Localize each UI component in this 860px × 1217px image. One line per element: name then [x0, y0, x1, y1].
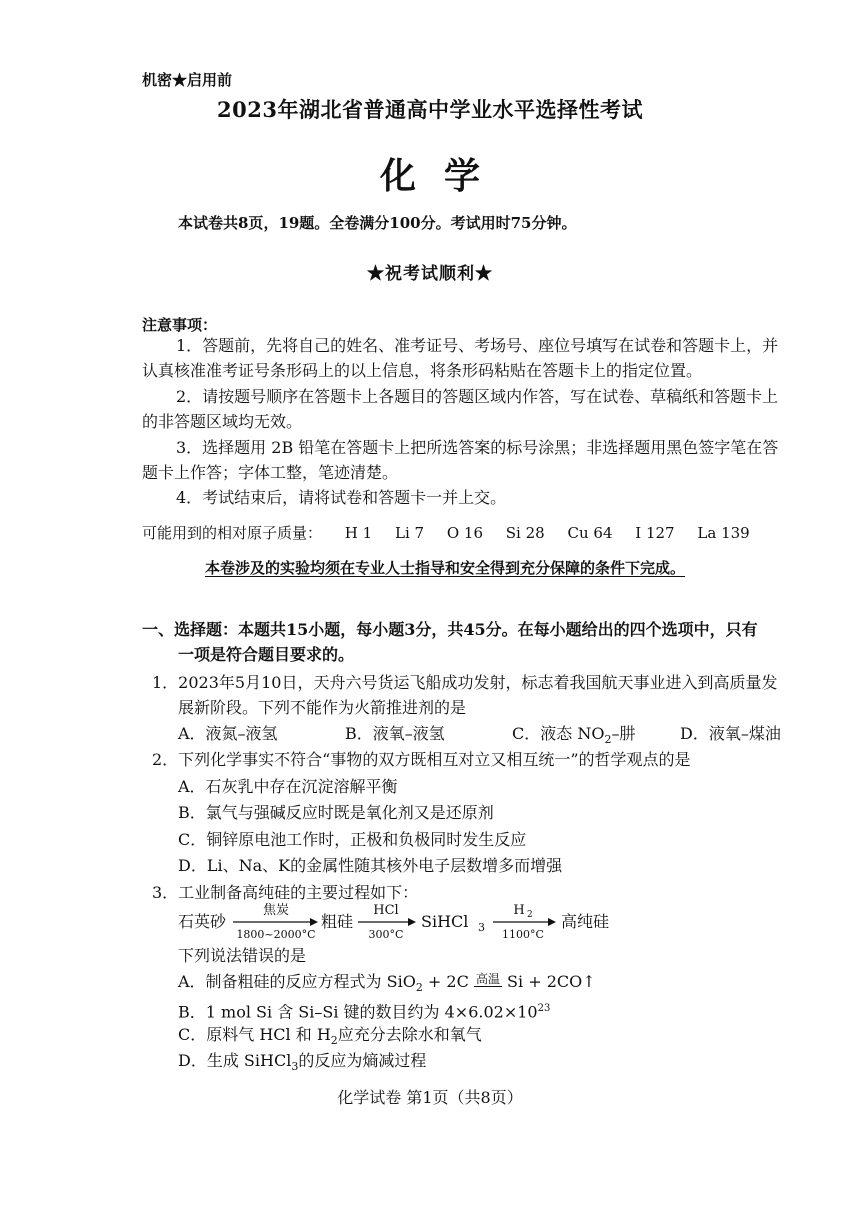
- scheme-arrow-3-top-sub: 2: [527, 910, 533, 920]
- scheme-arrow-3-bottom: 1100°C: [502, 928, 544, 941]
- scheme-arrow-2-head: [408, 918, 416, 926]
- atomic-mass: O 16: [446, 524, 483, 542]
- notice-title: 注意事项：: [142, 316, 218, 334]
- scheme-arrow-2-bottom: 300°C: [368, 928, 404, 941]
- q1-option-b: B．液氧–液氢: [345, 724, 445, 743]
- scheme-arrow-1-bottom: 1800~2000°C: [236, 928, 316, 941]
- scheme-end: 高纯硅: [561, 912, 610, 931]
- scheme-mid-1: 粗硅: [321, 912, 354, 931]
- atomic-mass: Si 28: [505, 524, 545, 542]
- question-1-stem: 1．2023年5月10日，天舟六号货运飞船成功发射，标志着我国航天事业进入到高质量发: [152, 673, 778, 692]
- section-heading-cont: 一项是符合题目要求的。: [178, 645, 355, 664]
- reaction-scheme: [178, 900, 678, 946]
- exam-info: 本试卷共8页，19题。全卷满分100分。考试用时75分钟。: [178, 214, 577, 232]
- atomic-masses-label: 可能用到的相对原子质量：: [142, 524, 323, 542]
- confidential-label: 机密★启用前: [142, 71, 233, 89]
- exam-title: 2023年湖北省普通高中学业水平选择性考试: [217, 97, 643, 122]
- notice-item: 1．答题前，先将自己的姓名、准考证号、考场号、座位号填写在试卷和答题卡上，并: [176, 336, 779, 355]
- question-3-stem: 3．工业制备高纯硅的主要过程如下：: [152, 883, 419, 902]
- q2-option-b: B．氯气与强碱反应时既是氧化剂又是还原剂: [178, 803, 494, 822]
- question-3-sub-stem: 下列说法错误的是: [178, 946, 307, 965]
- atomic-mass: La 139: [697, 524, 750, 542]
- atomic-mass: Cu 64: [567, 524, 613, 542]
- q2-option-a: A．石灰乳中存在沉淀溶解平衡: [178, 777, 398, 796]
- atomic-mass: I 127: [635, 524, 675, 542]
- scheme-arrow-2-top: HCl: [373, 903, 399, 918]
- notice-item: 2．请按题号顺序在答题卡上各题目的答题区域内作答，写在试卷、草稿纸和答题卡上: [176, 387, 779, 406]
- scheme-arrow-3-head: [548, 918, 556, 926]
- q3-option-c: C．原料气 HCl 和 $H_2$应充分去除水和氧气: [178, 1025, 482, 1048]
- notice-item: 的非答题区域均无效。: [142, 412, 303, 431]
- notice-item: 认真核准准考证号条形码上的以上信息，将条形码粘贴在答题卡上的指定位置。: [142, 361, 703, 380]
- notice-item: 4．考试结束后，请将试卷和答题卡一并上交。: [176, 488, 507, 507]
- scheme-mid-2-sub: 3: [478, 921, 485, 934]
- scheme-arrow-1-head: [310, 918, 318, 926]
- q3-option-b: B．1 mol Si 含 Si–Si 键的数目约为 $4\times 6.02\times 10^{23}$: [178, 1002, 551, 1022]
- question-2-stem: 2．下列化学事实不符合“事物的双方既相互对立又相互统一”的哲学观点的是: [152, 750, 691, 769]
- reaction-condition: 高温: [475, 972, 500, 986]
- q2-option-d: D．Li、Na、K的金属性随其核外电子层数增多而增强: [178, 856, 563, 875]
- scheme-arrow-1-top: 焦炭: [262, 903, 290, 918]
- notice-item: 3．选择题用 2B 铅笔在答题卡上把所选答案的标号涂黑；非选择题用黑色签字笔在答: [176, 438, 779, 457]
- question-1-stem-cont: 展新阶段。下列不能作为火箭推进剂的是: [178, 698, 467, 717]
- notice-item: 题卡上作答；字体工整，笔迹清楚。: [142, 463, 399, 482]
- q1-option-c: C．液态 $NO_2-$肼: [512, 724, 636, 747]
- scheme-arrow-3-top: H: [513, 903, 525, 918]
- q3-option-a: A．制备粗硅的反应方程式为 SiO$_2$ + 2C 高温 Si + 2CO↑: [178, 972, 596, 995]
- q1-option-a: A．液氮–液氢: [178, 724, 278, 743]
- atomic-mass: Li 7: [394, 524, 425, 542]
- safety-note: 本卷涉及的实验均须在专业人士指导和安全得到充分保障的条件下完成。: [205, 559, 686, 577]
- page-footer: 化学试卷 第1页（共8页）: [337, 1088, 523, 1107]
- blessing: ★祝考试顺利★: [367, 264, 493, 284]
- subject-title: 化学: [379, 155, 508, 197]
- scheme-start: 石英砂: [178, 912, 227, 931]
- atomic-masses: [142, 523, 750, 543]
- q3-option-d: D．生成 SiHCl$_3$的反应为熵减过程: [178, 1051, 427, 1074]
- section-heading: 一、选择题：本题共15小题，每小题3分，共45分。在每小题给出的四个选项中，只有: [142, 620, 758, 639]
- scheme-mid-2: SiHCl: [421, 912, 469, 931]
- q1-option-d: D．液氧–煤油: [680, 724, 781, 743]
- q2-option-c: C．铜锌原电池工作时，正极和负极同时发生反应: [178, 830, 527, 849]
- atomic-mass: H 1: [344, 524, 373, 542]
